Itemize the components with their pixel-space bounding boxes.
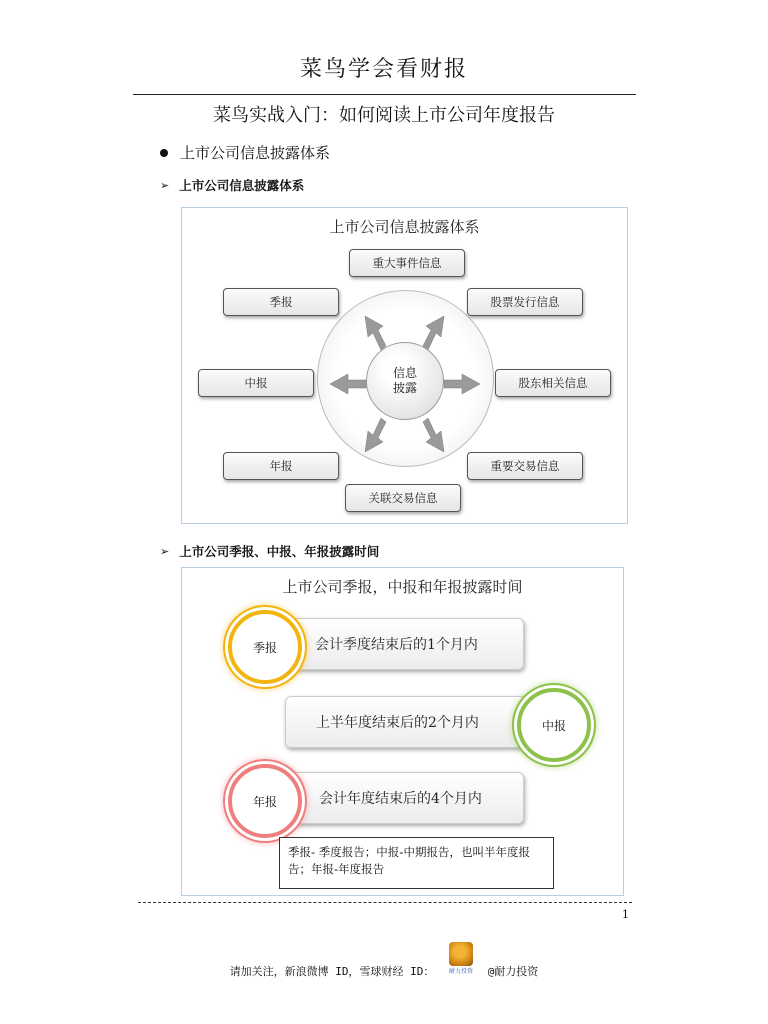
- timeline-bar-quarterly: [272, 618, 524, 670]
- section-heading-timing: [160, 542, 379, 560]
- arrow-left-icon: [330, 374, 366, 394]
- page-number: 1: [622, 908, 629, 921]
- disclosure-system-figure: [181, 207, 628, 524]
- document-title: 菜鸟实战入门：如何阅读上市公司年度报告: [213, 105, 555, 126]
- footer-text-before: 请加关注，新浪微博 ID，雪球财经 ID：: [229, 965, 435, 978]
- badge-quarterly: [228, 610, 302, 684]
- timeline-text: 上半年度结束后的2个月内: [316, 715, 479, 731]
- footer-text-after: @耐力投资: [487, 965, 539, 978]
- box-quarterly-report: 季报: [223, 288, 339, 316]
- arrowhead-bullet-icon: ➢: [160, 544, 170, 558]
- disclosure-timing-figure: [181, 567, 624, 896]
- footer-divider: [138, 902, 632, 903]
- badge-label: 中报: [541, 718, 566, 733]
- box-interim-report: 中报: [198, 369, 314, 397]
- center-label-line1: 信息: [392, 366, 417, 380]
- section-heading-disclosure: [160, 176, 304, 194]
- figure-title: 上市公司信息披露体系: [329, 218, 480, 236]
- bullet-item: [160, 142, 330, 163]
- bullet-text: 上市公司信息披露体系: [180, 144, 331, 162]
- box-related-trade: 关联交易信息: [345, 484, 461, 512]
- timeline-bar-interim: [285, 696, 537, 748]
- brand-logo: [449, 942, 473, 975]
- header-divider: [133, 94, 636, 95]
- footer-line: [0, 946, 768, 979]
- badge-label: 季报: [252, 640, 277, 655]
- arrow-down-right-icon: [423, 418, 444, 452]
- center-label-line2: 披露: [392, 381, 417, 395]
- badge-interim: [517, 688, 591, 762]
- timeline-text: 会计年度结束后的4个月内: [319, 791, 482, 807]
- arrowhead-bullet-icon: ➢: [160, 178, 170, 192]
- box-annual-report: 年报: [223, 452, 339, 480]
- figure-title: 上市公司季报，中报和年报披露时间: [282, 578, 523, 596]
- arrow-up-left-icon: [365, 316, 386, 350]
- center-disclosure-node: [366, 342, 444, 420]
- timeline-bar-annual: [272, 772, 524, 824]
- arrow-down-left-icon: [365, 418, 386, 452]
- box-shareholder-info: 股东相关信息: [495, 369, 611, 397]
- arrow-right-icon: [444, 374, 480, 394]
- section-heading-text: 上市公司信息披露体系: [179, 178, 305, 193]
- box-major-events: 重大事件信息: [349, 249, 465, 277]
- bullet-dot-icon: [160, 149, 168, 157]
- abbreviation-note: 季报- 季度报告；中报-中期报告，也叫半年度报告；年报-年度报告: [279, 837, 554, 889]
- badge-label: 年报: [252, 794, 277, 809]
- badge-annual: [228, 764, 302, 838]
- section-heading-text: 上市公司季报、中报、年报披露时间: [179, 544, 380, 559]
- header-title: 菜鸟学会看财报: [299, 57, 468, 82]
- timeline-text: 会计季度结束后的1个月内: [315, 637, 478, 653]
- box-share-issue: 股票发行信息: [467, 288, 583, 316]
- arrow-up-right-icon: [423, 316, 444, 350]
- logo-caption: 耐力投资: [449, 968, 474, 975]
- orange-logo-icon: [449, 942, 473, 966]
- box-important-trade: 重要交易信息: [467, 452, 583, 480]
